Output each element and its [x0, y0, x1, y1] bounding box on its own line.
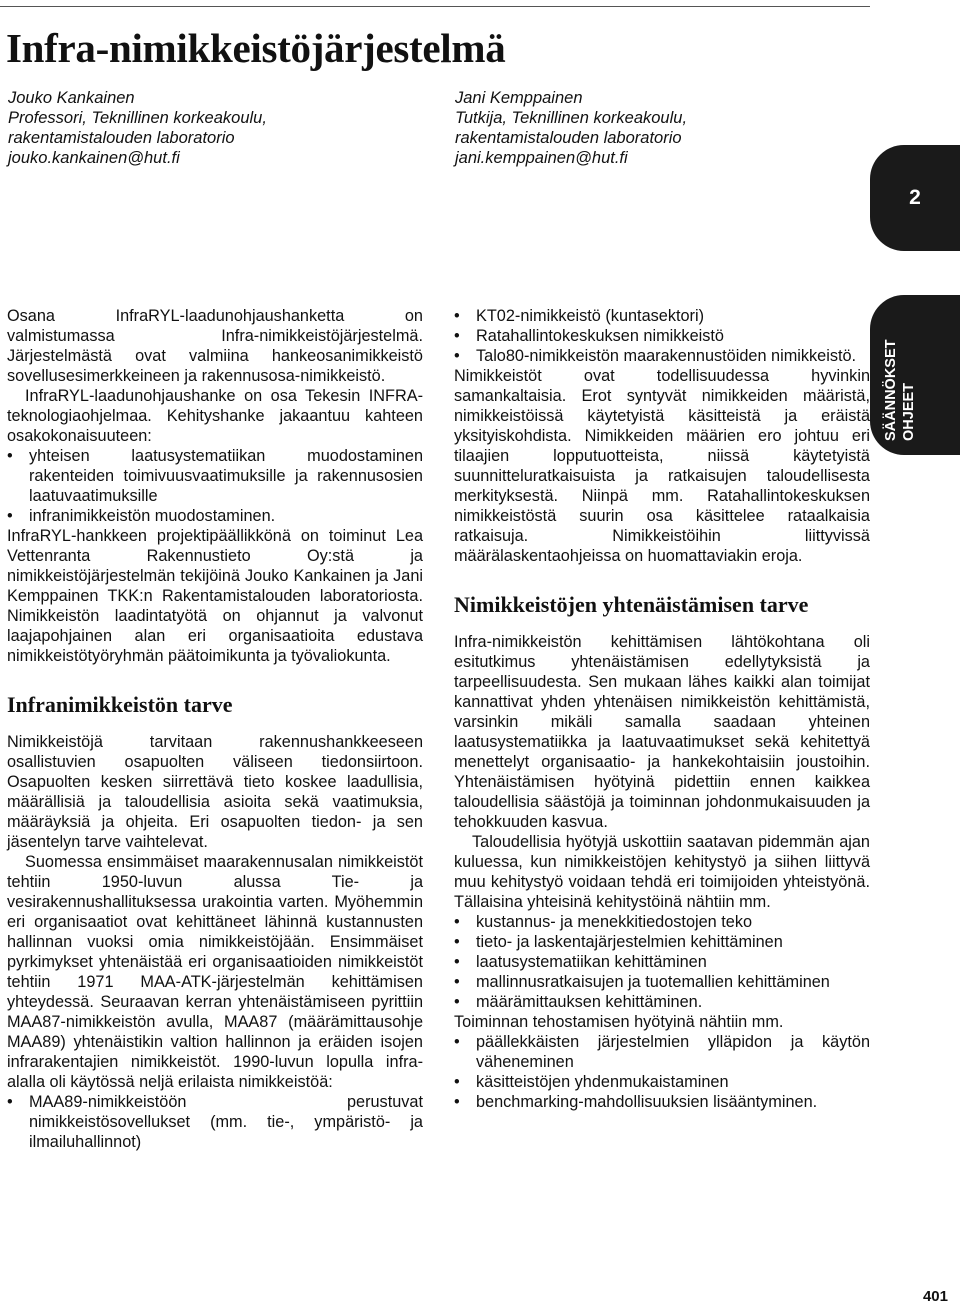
paragraph: Nimikkeistöjä tarvitaan rakennushankkeeseen osallistuvien osapuolten väliseen tiedonsiirtoon. Osapuolten kesken siirrettävä tieto koskee laadullisia, määrällisiä ja taloudellisia asioita sekä vaatimuksia, määräyksiä ja ohjeita. Eri osapuolten tiedon- ja sen jäsentelyn tarve vaihtelevat. [7, 733, 423, 851]
list-item: • kustannus- ja menekkitiedostojen teko [454, 912, 870, 932]
paragraph: InfraRYL-laadunohjaushanke on osa Tekesin INFRA-teknologiaohjelmaa. Kehityshanke jakaantuu kahteen osakokonaisuuteen: [7, 387, 423, 445]
chapter-tab [870, 145, 960, 251]
author-unit: rakentamistalouden laboratorio [455, 129, 682, 147]
author-email: jani.kemppainen@hut.fi [455, 149, 628, 167]
list-item: • käsitteistöjen yhdenmukaistaminen [454, 1072, 870, 1092]
list-item: • infranimikkeistön muodostaminen. [7, 506, 423, 526]
top-rule [0, 6, 870, 7]
list-item: • Talo80-nimikkeistön maarakennustöiden nimikkeistö. [454, 346, 870, 366]
list-item: • päällekkäisten järjestelmien ylläpidon ja käytön väheneminen [454, 1032, 870, 1072]
section-tab-line-2: OHJEET [901, 382, 917, 441]
section-tab-line-1: SÄÄNNÖKSET [883, 339, 899, 441]
bullet-list [7, 1092, 423, 1152]
list-item: • KT02-nimikkeistö (kuntasektori) [454, 306, 870, 326]
list-item: • tieto- ja laskentajärjestelmien kehittäminen [454, 932, 870, 952]
list-item: • yhteisen laatusystematiikan muodostaminen rakenteiden toimivuusvaatimuksille ja rakennusosien laatuvaatimuksille [7, 446, 423, 506]
author-name: Jani Kemppainen [455, 89, 583, 107]
list-item: • benchmarking-mahdollisuuksien lisääntyminen. [454, 1092, 870, 1112]
author-block-kemppainen [455, 88, 687, 168]
author-role: Tutkija, Teknillinen korkeakoulu, [455, 109, 688, 127]
section-tab-label [882, 339, 918, 441]
author-block-kankainen [8, 88, 267, 168]
chapter-number: 2 [909, 186, 921, 209]
right-column [454, 306, 870, 1112]
bullet-list [454, 306, 870, 366]
list-item: • määrämittauksen kehittäminen. [454, 992, 870, 1012]
bullet-list [454, 912, 870, 1012]
list-item: • Ratahallintokeskuksen nimikkeistö [454, 326, 870, 346]
left-column [7, 306, 423, 1152]
list-item: • laatusystematiikan kehittäminen [454, 952, 870, 972]
paragraph: Taloudellisia hyötyjä uskottiin saatavan pidemmän ajan kuluessa, kun nimikkeistöjen kehitystyö ja siihen liittyvä muu kehitystyö voidaan tehdä eri toimijoiden yhteistyönä. Tällaisina yhteisinä kehitystöinä nähtiin mm. [454, 833, 870, 911]
paragraph: InfraRYL-hankkeen projektipäällikkönä on toiminut Lea Vettenranta Rakennustieto Oy:stä ja nimikkeistöjärjestelmän tekijöinä Jouko Kankainen ja Jani Kemppainen TKK:n Rakentamistalouden laboratoriosta. Nimikkeistön laadintatyötä on ohjannut ja valvonut laajapohjainen alan eri organisaatioita edustava nimikkeistötyöryhmän päätoimikunta ja työvaliokunta. [7, 527, 423, 665]
list-item: • mallinnusratkaisujen ja tuotemallien kehittäminen [454, 972, 870, 992]
page-title: Infra-nimikkeistöjärjestelmä [6, 25, 506, 71]
section-heading: Infranimikkeistön tarve [7, 692, 233, 717]
author-unit: rakentamistalouden laboratorio [8, 129, 235, 147]
section-tab [870, 295, 960, 455]
paragraph: Toiminnan tehostamisen hyötyinä nähtiin mm. [454, 1013, 784, 1031]
author-email: jouko.kankainen@hut.fi [8, 149, 180, 167]
bullet-list [454, 1032, 870, 1112]
bullet-list [7, 446, 423, 526]
page-number: 401 [922, 1288, 948, 1305]
author-role: Professori, Teknillinen korkeakoulu, [8, 109, 267, 127]
paragraph: Nimikkeistöt ovat todellisuudessa hyvinkin samankaltaisia. Erot syntyvät nimikkeiden määristä, nimikkeistöissä käytetyistä käsitteistä ja eräistä yksityiskohdista. Nimikkeiden määrien ero johtuu eri tilaajien lopputuotteista, niissä käytetyistä suunnitteluratkaisuista ja ratkaisujen taloudellisesta merkityksestä. Niinpä mm. Ratahallintokeskuksen nimikkeistöstä suurin osa käsittelee rataalkaisia ratkaisuja. Nimikkeistöihin liittyvissä määrälaskentaohjeissa on huomattaviakin eroja. [454, 367, 870, 565]
paragraph: Suomessa ensimmäiset maarakennusalan nimikkeistöt tehtiin 1950-luvun alussa Tie- ja vesirakennushallituksessa urakointia varten. Myöhemmin eri organisaatiot ovat kehittäneet lähinnä kustannusten hallinnan vuoksi omia nimikkeistöjään. Ensimmäiset pyrkimykset yhtenäistää eri organisaatioiden nimikkeistöt tehtiin 1971 MAA-ATK-järjestelmän kehittämisen yhteydessä. Seuraavan kerran yhtenäistämiseen pyrittiin MAA87-nimikkeistön avulla, MAA87 (määrämittausohje MAA89) yhtenäistikin valtion hallinnon ja eräiden isojen infrarakentajien nimikkeistöt. 1990-luvun lopulla infra-alalla oli käytössä neljä erilaista nimikkeistöä: [7, 853, 423, 1091]
list-item: • MAA89-nimikkeistöön perustuvat nimikkeistösovellukset (mm. tie-, ympäristö- ja ilmailuhallinnot) [7, 1092, 423, 1152]
author-name: Jouko Kankainen [8, 89, 135, 107]
paragraph: Infra-nimikkeistön kehittämisen lähtökohtana oli esitutkimus yhtenäistämisen edellytyksistä ja tarpeellisuudesta. Sen mukaan lähes kaikki alan toimijat kannattivat yhden yhtenäisen nimikkeistön kehittämistä, varsinkin mikäli samalla saadaan yhteinen laatusystematiikka ja laatuvaatimukset sekä kehitettyä menettelyt organisaatio- ja hankekohtaisiin joustoihin. Yhtenäistämisen hyötyinä pidettiin ennen kaikkea taloudellisia säästöjä ja toiminnan johdonmukaisuuden ja tehokkuuden kasvua. [454, 633, 870, 831]
section-heading: Nimikkeistöjen yhtenäistämisen tarve [454, 592, 809, 617]
intro-paragraph: Osana InfraRYL-laadunohjaushanketta on valmistumassa Infra-nimikkeistöjärjestelmä. Järjestelmästä ovat valmiina hankeosanimikkeistö sovellusesimerkkeineen ja rakennusosa-nimikkeistö. [7, 307, 423, 385]
